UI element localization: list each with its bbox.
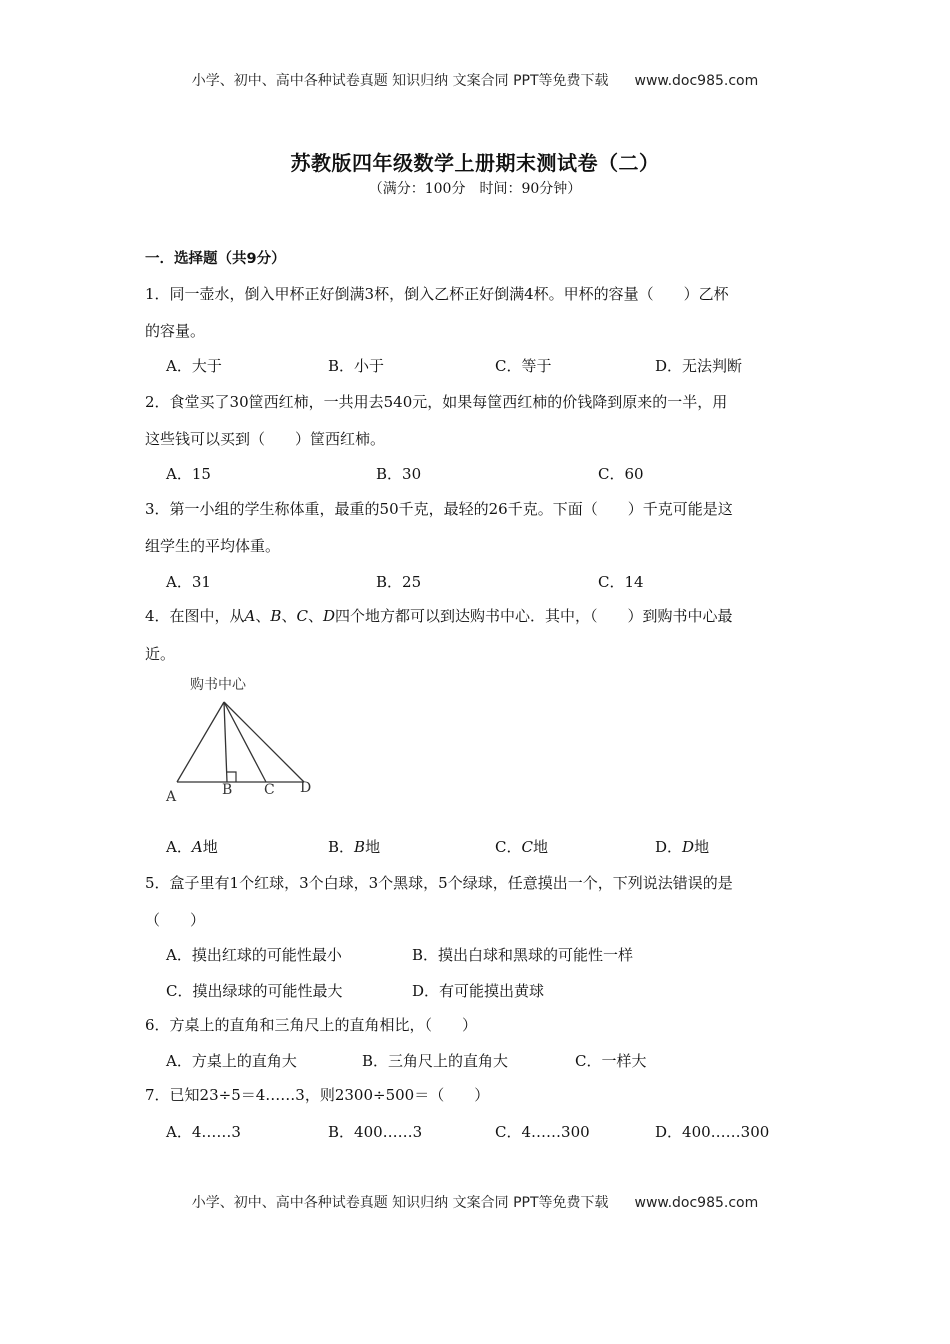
q3-option-c: C．14 (598, 573, 644, 591)
header-text: 小学、初中、高中各种试卷真题 知识归纳 文案合同 PPT等免费下载 (191, 73, 609, 89)
diagram-line-a (177, 702, 224, 782)
q4-var-a: A (244, 607, 256, 625)
diagram-line-b (224, 702, 227, 782)
footer-site-link[interactable]: www.doc985.com (634, 1195, 759, 1211)
q4-var-d: D (322, 607, 335, 625)
page-title: 苏教版四年级数学上册期末测试卷（二） (290, 151, 660, 175)
q6-option-c: C．一样大 (575, 1052, 647, 1070)
q4-option-c-suffix: 地 (532, 838, 548, 856)
q7-text-line1: 7．已知23÷5＝4……3，则2300÷500＝（ ） (145, 1086, 490, 1104)
q4-option-a-var: A (191, 838, 203, 856)
q5-option-c: C．摸出绿球的可能性最大 (166, 982, 343, 1000)
q4-var-b: B (270, 607, 282, 625)
q1-option-b: B．小于 (328, 357, 385, 375)
q7-option-c: C．4……300 (495, 1123, 590, 1141)
footer-text: 小学、初中、高中各种试卷真题 知识归纳 文案合同 PPT等免费下载 (191, 1195, 609, 1211)
q4-option-a (166, 837, 218, 857)
q7-option-b: B．400……3 (328, 1123, 423, 1141)
q2-option-b: B．30 (376, 465, 422, 483)
q4-sep-2: 、 (281, 607, 297, 625)
q1-text-line2: 的容量。 (145, 322, 206, 340)
q4-option-d (655, 837, 709, 857)
q2-option-c: C．60 (598, 465, 644, 483)
q4-option-d-suffix: 地 (694, 838, 710, 856)
q2-text-line2: 这些钱可以买到（ ）筐西红柿。 (145, 430, 386, 448)
section-heading: 一．选择题（共9分） (145, 251, 286, 267)
q1-option-a: A．大于 (166, 357, 222, 375)
q4-option-b-suffix: 地 (365, 838, 381, 856)
q5-text-line2: （ ） (145, 911, 206, 929)
q1-option-d: D．无法判断 (655, 357, 743, 375)
header-site-link[interactable]: www.doc985.com (634, 73, 759, 89)
right-angle-mark (227, 772, 236, 782)
q1-option-c: C．等于 (495, 357, 552, 375)
page-header (0, 70, 950, 90)
q2-option-a: A．15 (166, 465, 211, 483)
q4-diagram (160, 672, 330, 802)
q6-text-line1: 6．方桌上的直角和三角尺上的直角相比，（ ） (145, 1016, 478, 1034)
diagram-line-c (224, 702, 266, 782)
q4-option-b-prefix: B． (328, 838, 355, 856)
q4-sep-3: 、 (307, 607, 323, 625)
q3-option-b: B．25 (376, 573, 422, 591)
diagram-point-c: C (264, 782, 275, 798)
q4-option-b-var: B (354, 838, 366, 856)
q7-option-a: A．4……3 (166, 1123, 241, 1141)
q3-option-a: A．31 (166, 573, 211, 591)
q4-option-a-suffix: 地 (202, 838, 218, 856)
q4-option-d-prefix: D． (655, 838, 683, 856)
diagram-line-d (224, 702, 304, 782)
q4-var-c: C (296, 607, 308, 625)
q3-text-line2: 组学生的平均体重。 (145, 537, 281, 555)
q4-text-line2: 近。 (145, 645, 176, 663)
q4-option-c (495, 837, 548, 857)
q4-option-a-prefix: A． (166, 838, 192, 856)
q4-sep-1: 、 (255, 607, 271, 625)
page-footer (0, 1192, 950, 1212)
diagram-point-b: B (222, 782, 233, 798)
q4-option-c-prefix: C． (495, 838, 522, 856)
diagram-point-a: A (166, 789, 177, 802)
q6-option-a: A．方桌上的直角大 (166, 1052, 297, 1070)
q5-option-b: B．摸出白球和黑球的可能性一样 (412, 946, 634, 964)
q5-option-a: A．摸出红球的可能性最小 (166, 946, 342, 964)
q4-option-b (328, 837, 380, 857)
q7-option-d: D．400……300 (655, 1123, 770, 1141)
q4-text-line1 (145, 606, 733, 626)
q3-text-line1: 3．第一小组的学生称体重，最重的50千克，最轻的26千克。下面（ ）千克可能是这 (145, 500, 733, 518)
q5-text-line1: 5．盒子里有1个红球，3个白球，3个黑球，5个绿球，任意摸出一个，下列说法错误的是 (145, 874, 733, 892)
diagram-point-d: D (300, 780, 312, 796)
q6-option-b: B．三角尺上的直角大 (362, 1052, 509, 1070)
q2-text-line1: 2．食堂买了30筐西红柿，一共用去540元，如果每筐西红柿的价钱降到原来的一半，用 (145, 393, 728, 411)
q4-option-d-var: D (682, 838, 695, 856)
q4-text-part1: 4．在图中，从 (145, 607, 245, 625)
q1-text-line1: 1．同一壶水，倒入甲杯正好倒满3杯，倒入乙杯正好倒满4杯。甲杯的容量（ ）乙杯 (145, 285, 729, 303)
diagram-label-bookstore: 购书中心 (190, 677, 246, 693)
q4-text-part2: 四个地方都可以到达购书中心．其中，（ ）到购书中心最 (334, 607, 733, 625)
q4-option-c-var: C (521, 838, 533, 856)
q5-option-d: D．有可能摸出黄球 (412, 982, 545, 1000)
page-subtitle: （满分：100分 时间：90分钟） (368, 181, 582, 197)
